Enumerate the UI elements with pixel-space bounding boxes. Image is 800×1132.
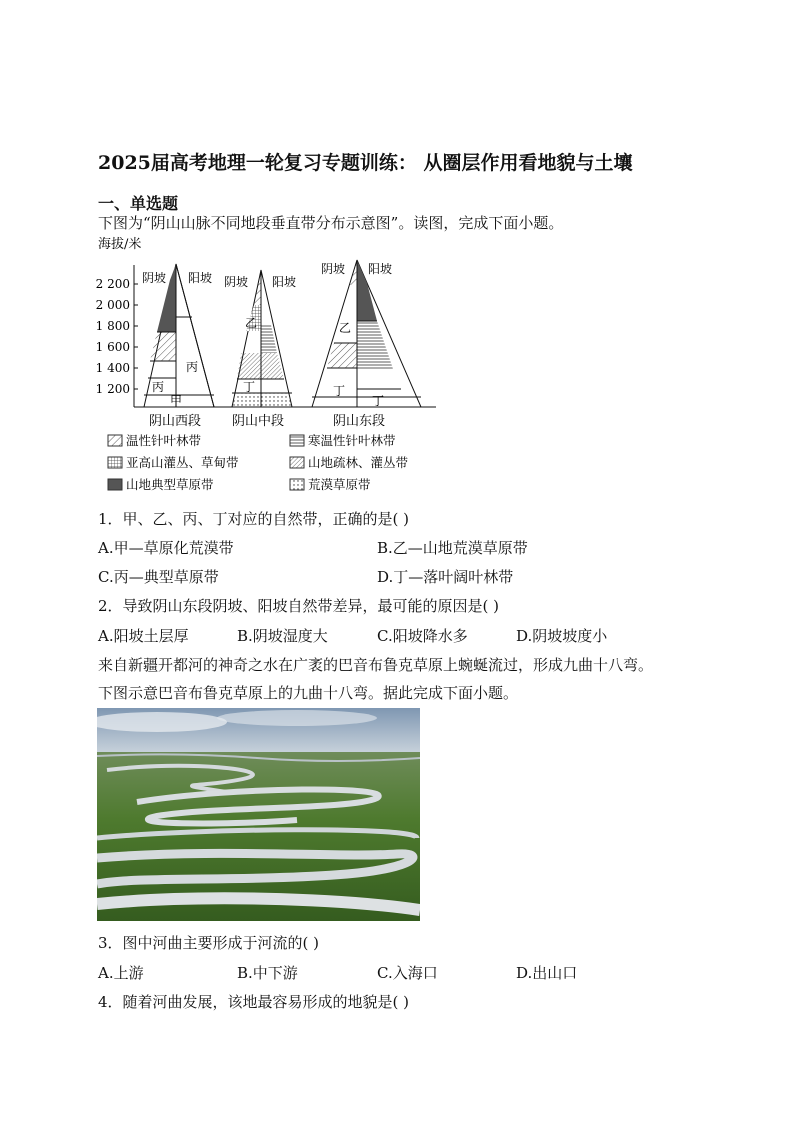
q2-option-a[interactable]: A.阳坡土层厚 [98, 627, 189, 645]
q3-option-c[interactable]: C.入海口 [377, 964, 438, 982]
question-4-stem: 4．随着河曲发展，该地最容易形成的地貌是( ) [98, 993, 410, 1011]
west-bing-mark: 丙 [186, 360, 199, 374]
middle-yang-label: 阳坡 [272, 275, 297, 289]
middle-yi-mark: 乙 [245, 316, 258, 330]
middle-ding-mark: 丁 [243, 380, 256, 394]
y-tick-label: 1 200 [96, 382, 130, 396]
west-yang-label: 阳坡 [188, 271, 213, 285]
y-tick-label: 1 800 [96, 319, 130, 333]
west-yin-label: 阴坡 [142, 271, 167, 285]
intro-text-1: 下图为“阴山山脉不同地段垂直带分布示意图”。读图，完成下面小题。 [98, 214, 564, 232]
y-tick-label: 2 200 [96, 277, 130, 291]
east-ding-mark: 丁 [333, 384, 346, 398]
question-1-stem: 1．甲、乙、丙、丁对应的自然带，正确的是( ) [98, 510, 410, 528]
intro-text-2b: 下图示意巴音布鲁克草原上的九曲十八弯。据此完成下面小题。 [98, 684, 519, 702]
question-3-stem: 3．图中河曲主要形成于河流的( ) [98, 934, 320, 952]
segment-label-east: 阴山东段 [333, 414, 386, 429]
east-yin-label: 阴坡 [321, 262, 346, 276]
legend-label: 山地典型草原带 [126, 477, 214, 492]
legend-label: 荒漠草原带 [308, 477, 371, 492]
section-heading: 一、单选题 [98, 194, 179, 213]
q1-option-b[interactable]: B.乙—山地荒漠草原带 [377, 539, 528, 557]
middle-yin-label: 阴坡 [224, 275, 249, 289]
west-jia-mark: 甲 [170, 394, 183, 408]
east-ding-mark-2: 丁 [372, 394, 385, 408]
question-2-stem: 2．导致阴山东段阴坡、阳坡自然带差异，最可能的原因是( ) [98, 597, 500, 615]
q2-option-b[interactable]: B.阴坡湿度大 [237, 627, 328, 645]
q1-option-c[interactable]: C.丙—典型草原带 [98, 568, 219, 586]
q2-option-c[interactable]: C.阳坡降水多 [377, 627, 468, 645]
west-bing-mark-2: 丙 [152, 380, 165, 394]
q1-option-d[interactable]: D.丁—落叶阔叶林带 [377, 568, 514, 586]
west-segment-mountain [142, 264, 214, 408]
middle-segment-mountain [224, 270, 296, 407]
intro-text-2a: 来自新疆开都河的神奇之水在广袤的巴音布鲁克草原上蜿蜒流过，形成九曲十八弯。 [98, 656, 654, 674]
document-title: 2025届高考地理一轮复习专题训练： 从圈层作用看地貌与土壤 [98, 152, 633, 174]
q3-option-b[interactable]: B.中下游 [237, 964, 298, 982]
legend-label: 温性针叶林带 [126, 433, 202, 448]
segment-label-middle: 阴山中段 [232, 414, 285, 429]
east-yang-label: 阳坡 [368, 262, 393, 276]
vertical-zonation-diagram [96, 235, 456, 495]
y-axis-label: 海拔/米 [98, 237, 142, 252]
meandering-river-photo [97, 708, 420, 921]
segment-label-west: 阴山西段 [149, 414, 202, 429]
y-ticks [96, 277, 138, 396]
y-tick-label: 1 600 [96, 340, 130, 354]
diagram-legend [108, 433, 409, 492]
east-segment-mountain [312, 260, 421, 408]
legend-label: 寒温性针叶林带 [308, 433, 396, 448]
y-tick-label: 2 000 [96, 298, 130, 312]
legend-label: 亚高山灌丛、草甸带 [126, 455, 239, 470]
q1-option-a[interactable]: A.甲—草原化荒漠带 [98, 539, 234, 557]
q3-option-d[interactable]: D.出山口 [516, 964, 578, 982]
east-yi-mark: 乙 [339, 321, 352, 335]
q2-option-d[interactable]: D.阴坡坡度小 [516, 627, 608, 645]
y-tick-label: 1 400 [96, 361, 130, 375]
legend-label: 山地疏林、灌丛带 [308, 455, 409, 470]
q3-option-a[interactable]: A.上游 [98, 964, 144, 982]
